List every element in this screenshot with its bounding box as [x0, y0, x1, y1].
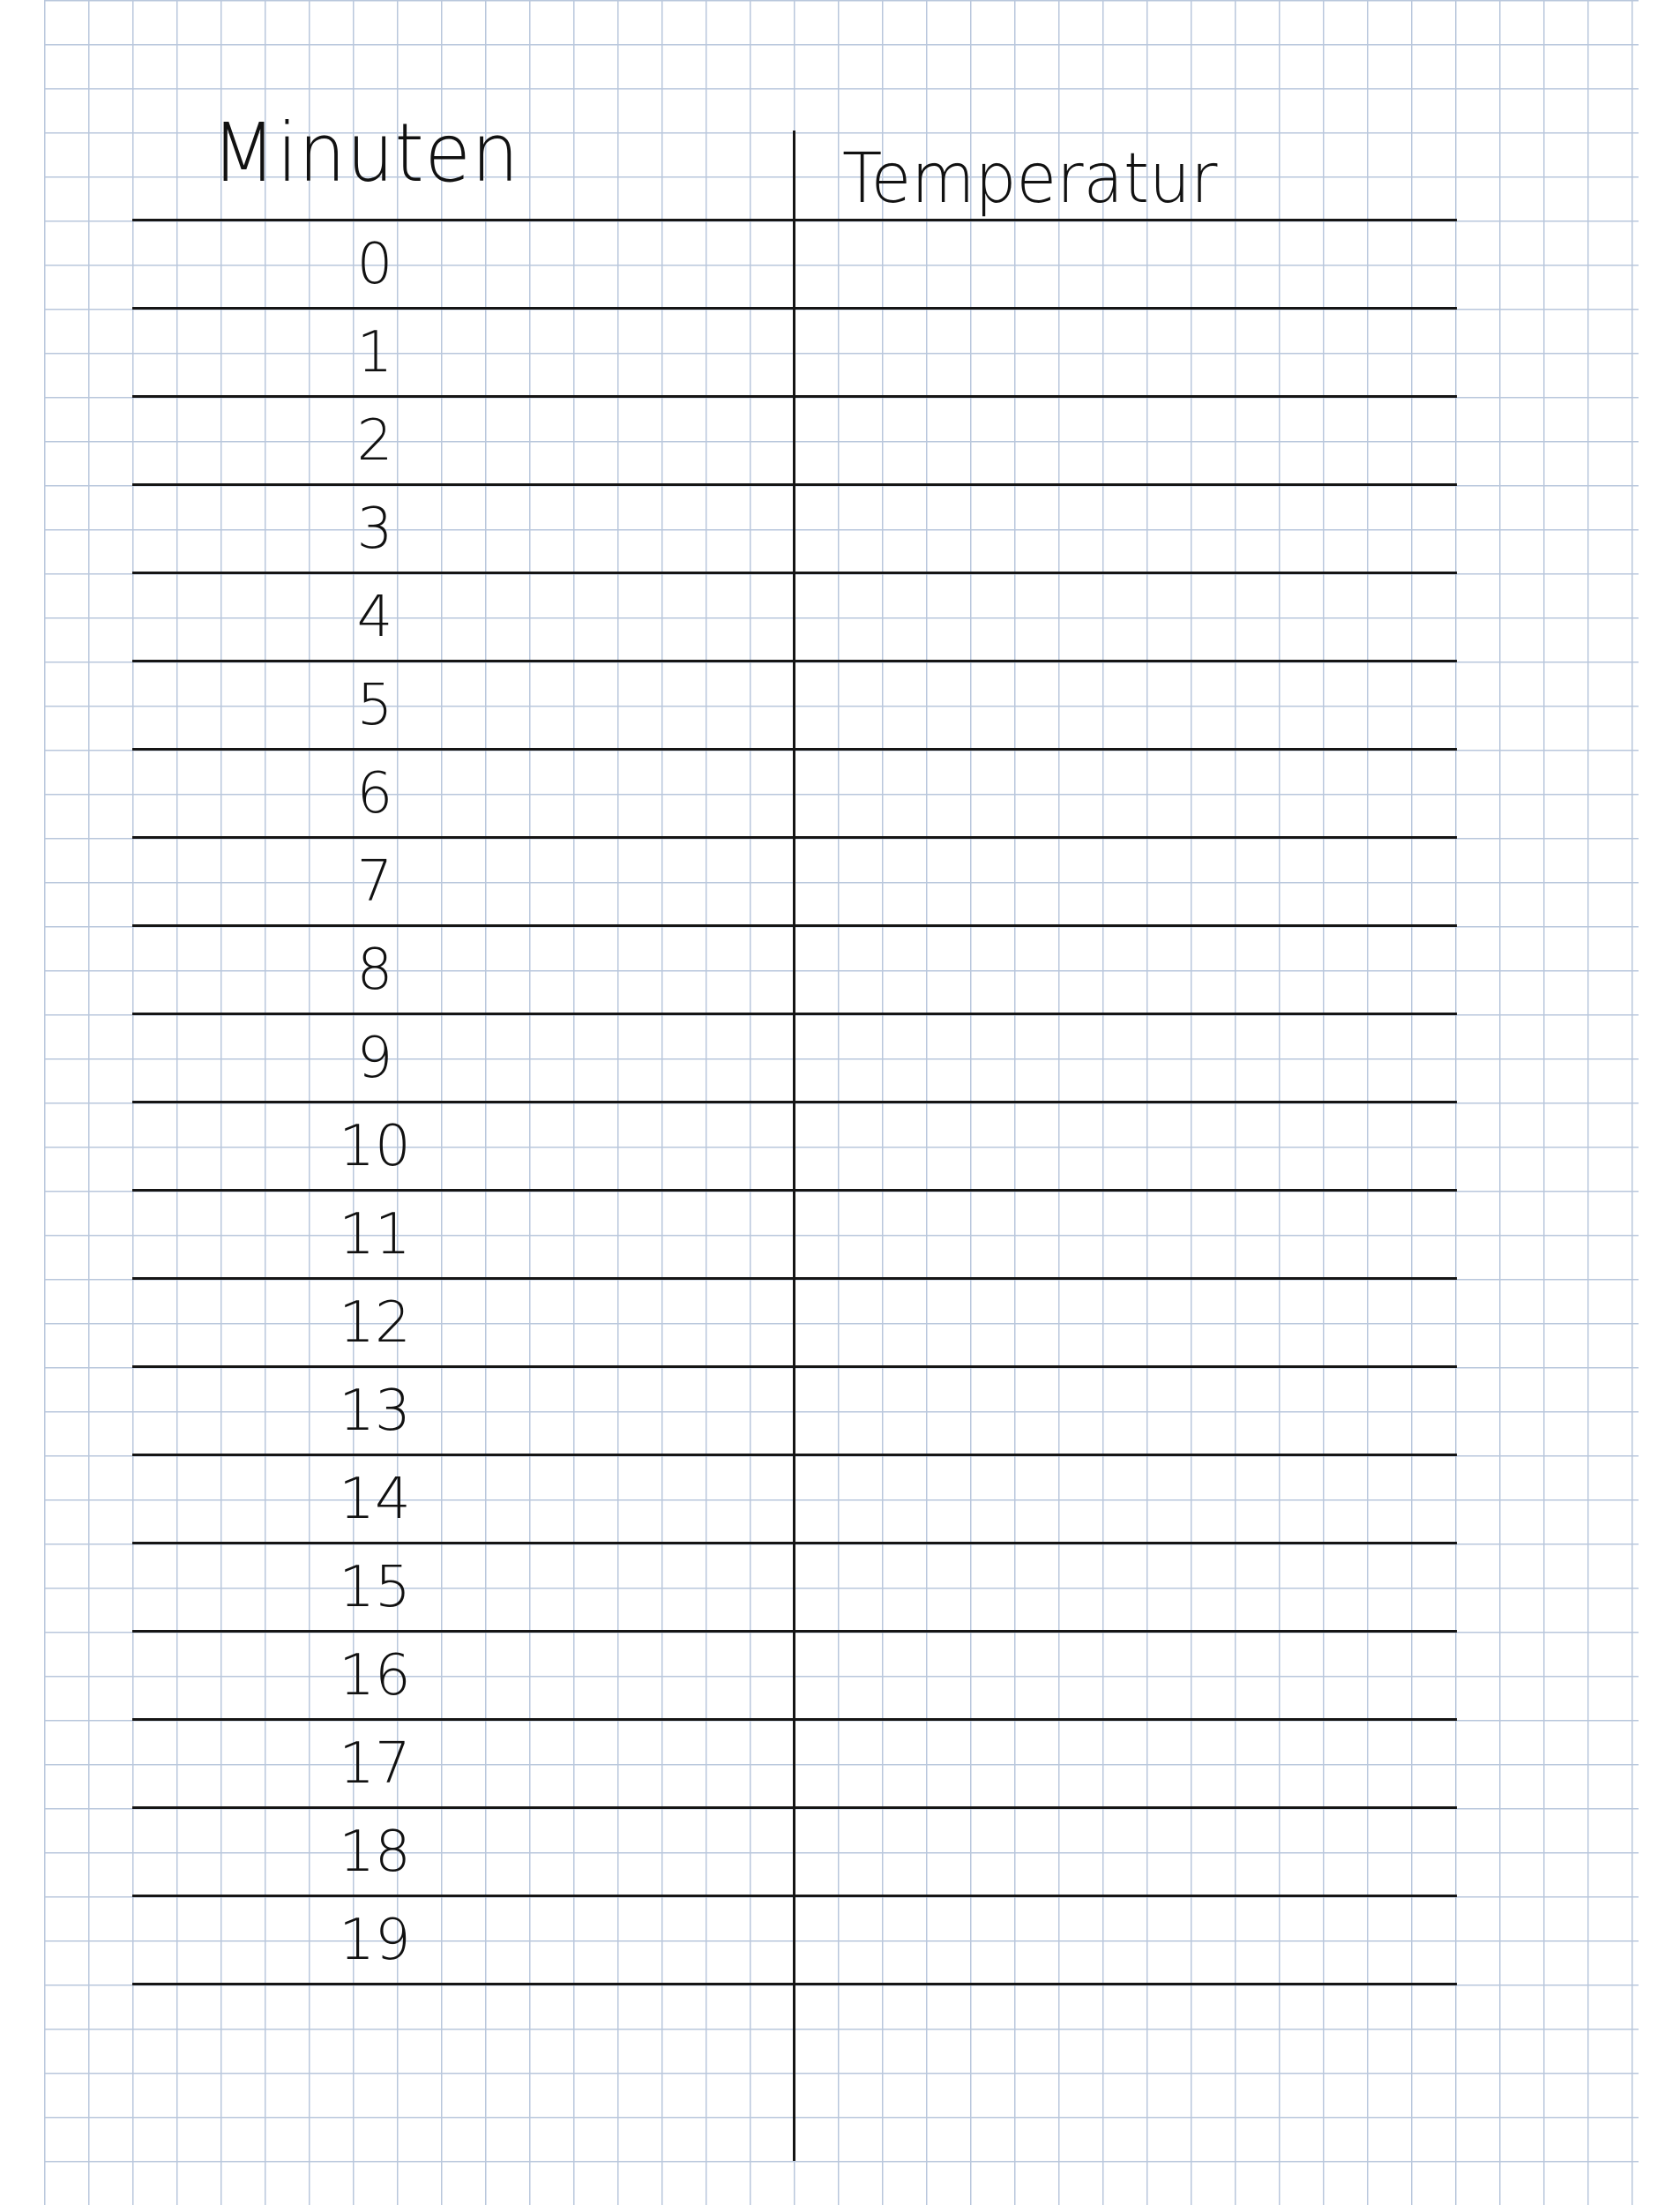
temperature-cell[interactable]: [798, 220, 1455, 309]
minute-value: 9: [356, 1026, 393, 1091]
temperature-cell[interactable]: [798, 750, 1455, 838]
temperature-cell[interactable]: [798, 1632, 1455, 1720]
paper-right-margin: [1639, 0, 1680, 2205]
row-rule: [132, 1983, 1457, 1985]
minute-value: 18: [339, 1820, 411, 1885]
paper-left-margin: [0, 0, 44, 2205]
minute-value: 12: [339, 1290, 411, 1356]
temperature-cell[interactable]: [798, 662, 1455, 750]
minute-value: 11: [339, 1202, 411, 1267]
temperature-cell[interactable]: [798, 485, 1455, 573]
temperature-cell[interactable]: [798, 1014, 1455, 1102]
temperature-cell[interactable]: [798, 1808, 1455, 1896]
temperature-cell[interactable]: [798, 1191, 1455, 1279]
minute-value: 16: [339, 1643, 411, 1708]
minute-value: 6: [356, 761, 393, 826]
column-header-minutes: Minuten: [212, 106, 520, 200]
temperature-cell[interactable]: [798, 1455, 1455, 1544]
temperature-cell[interactable]: [798, 926, 1455, 1014]
temperature-cell[interactable]: [798, 309, 1455, 397]
temperature-cell[interactable]: [798, 1367, 1455, 1455]
temperature-cell[interactable]: [798, 1279, 1455, 1367]
minute-value: 1: [356, 320, 393, 385]
minute-value: 0: [356, 232, 393, 297]
column-divider: [793, 131, 795, 2161]
minute-value: 15: [339, 1555, 411, 1620]
minute-value: 8: [356, 938, 393, 1003]
temperature-cell[interactable]: [798, 1544, 1455, 1632]
minute-value: 10: [339, 1114, 411, 1179]
minute-value: 14: [339, 1467, 411, 1532]
minute-value: 17: [339, 1731, 411, 1797]
temperature-cell[interactable]: [798, 838, 1455, 926]
minute-value: 19: [339, 1908, 411, 1973]
temperature-cell[interactable]: [798, 1720, 1455, 1808]
minute-value: 13: [339, 1379, 411, 1444]
temperature-cell[interactable]: [798, 1102, 1455, 1191]
minute-value: 2: [356, 408, 393, 474]
temperature-cell[interactable]: [798, 1896, 1455, 1984]
minute-value: 3: [356, 497, 393, 562]
temperature-cell[interactable]: [798, 573, 1455, 662]
minute-value: 4: [356, 585, 393, 650]
minute-value: 5: [356, 673, 393, 738]
minute-value: 7: [356, 849, 393, 915]
temperature-cell[interactable]: [798, 397, 1455, 485]
column-header-temperature: Temperatur: [842, 139, 1218, 219]
